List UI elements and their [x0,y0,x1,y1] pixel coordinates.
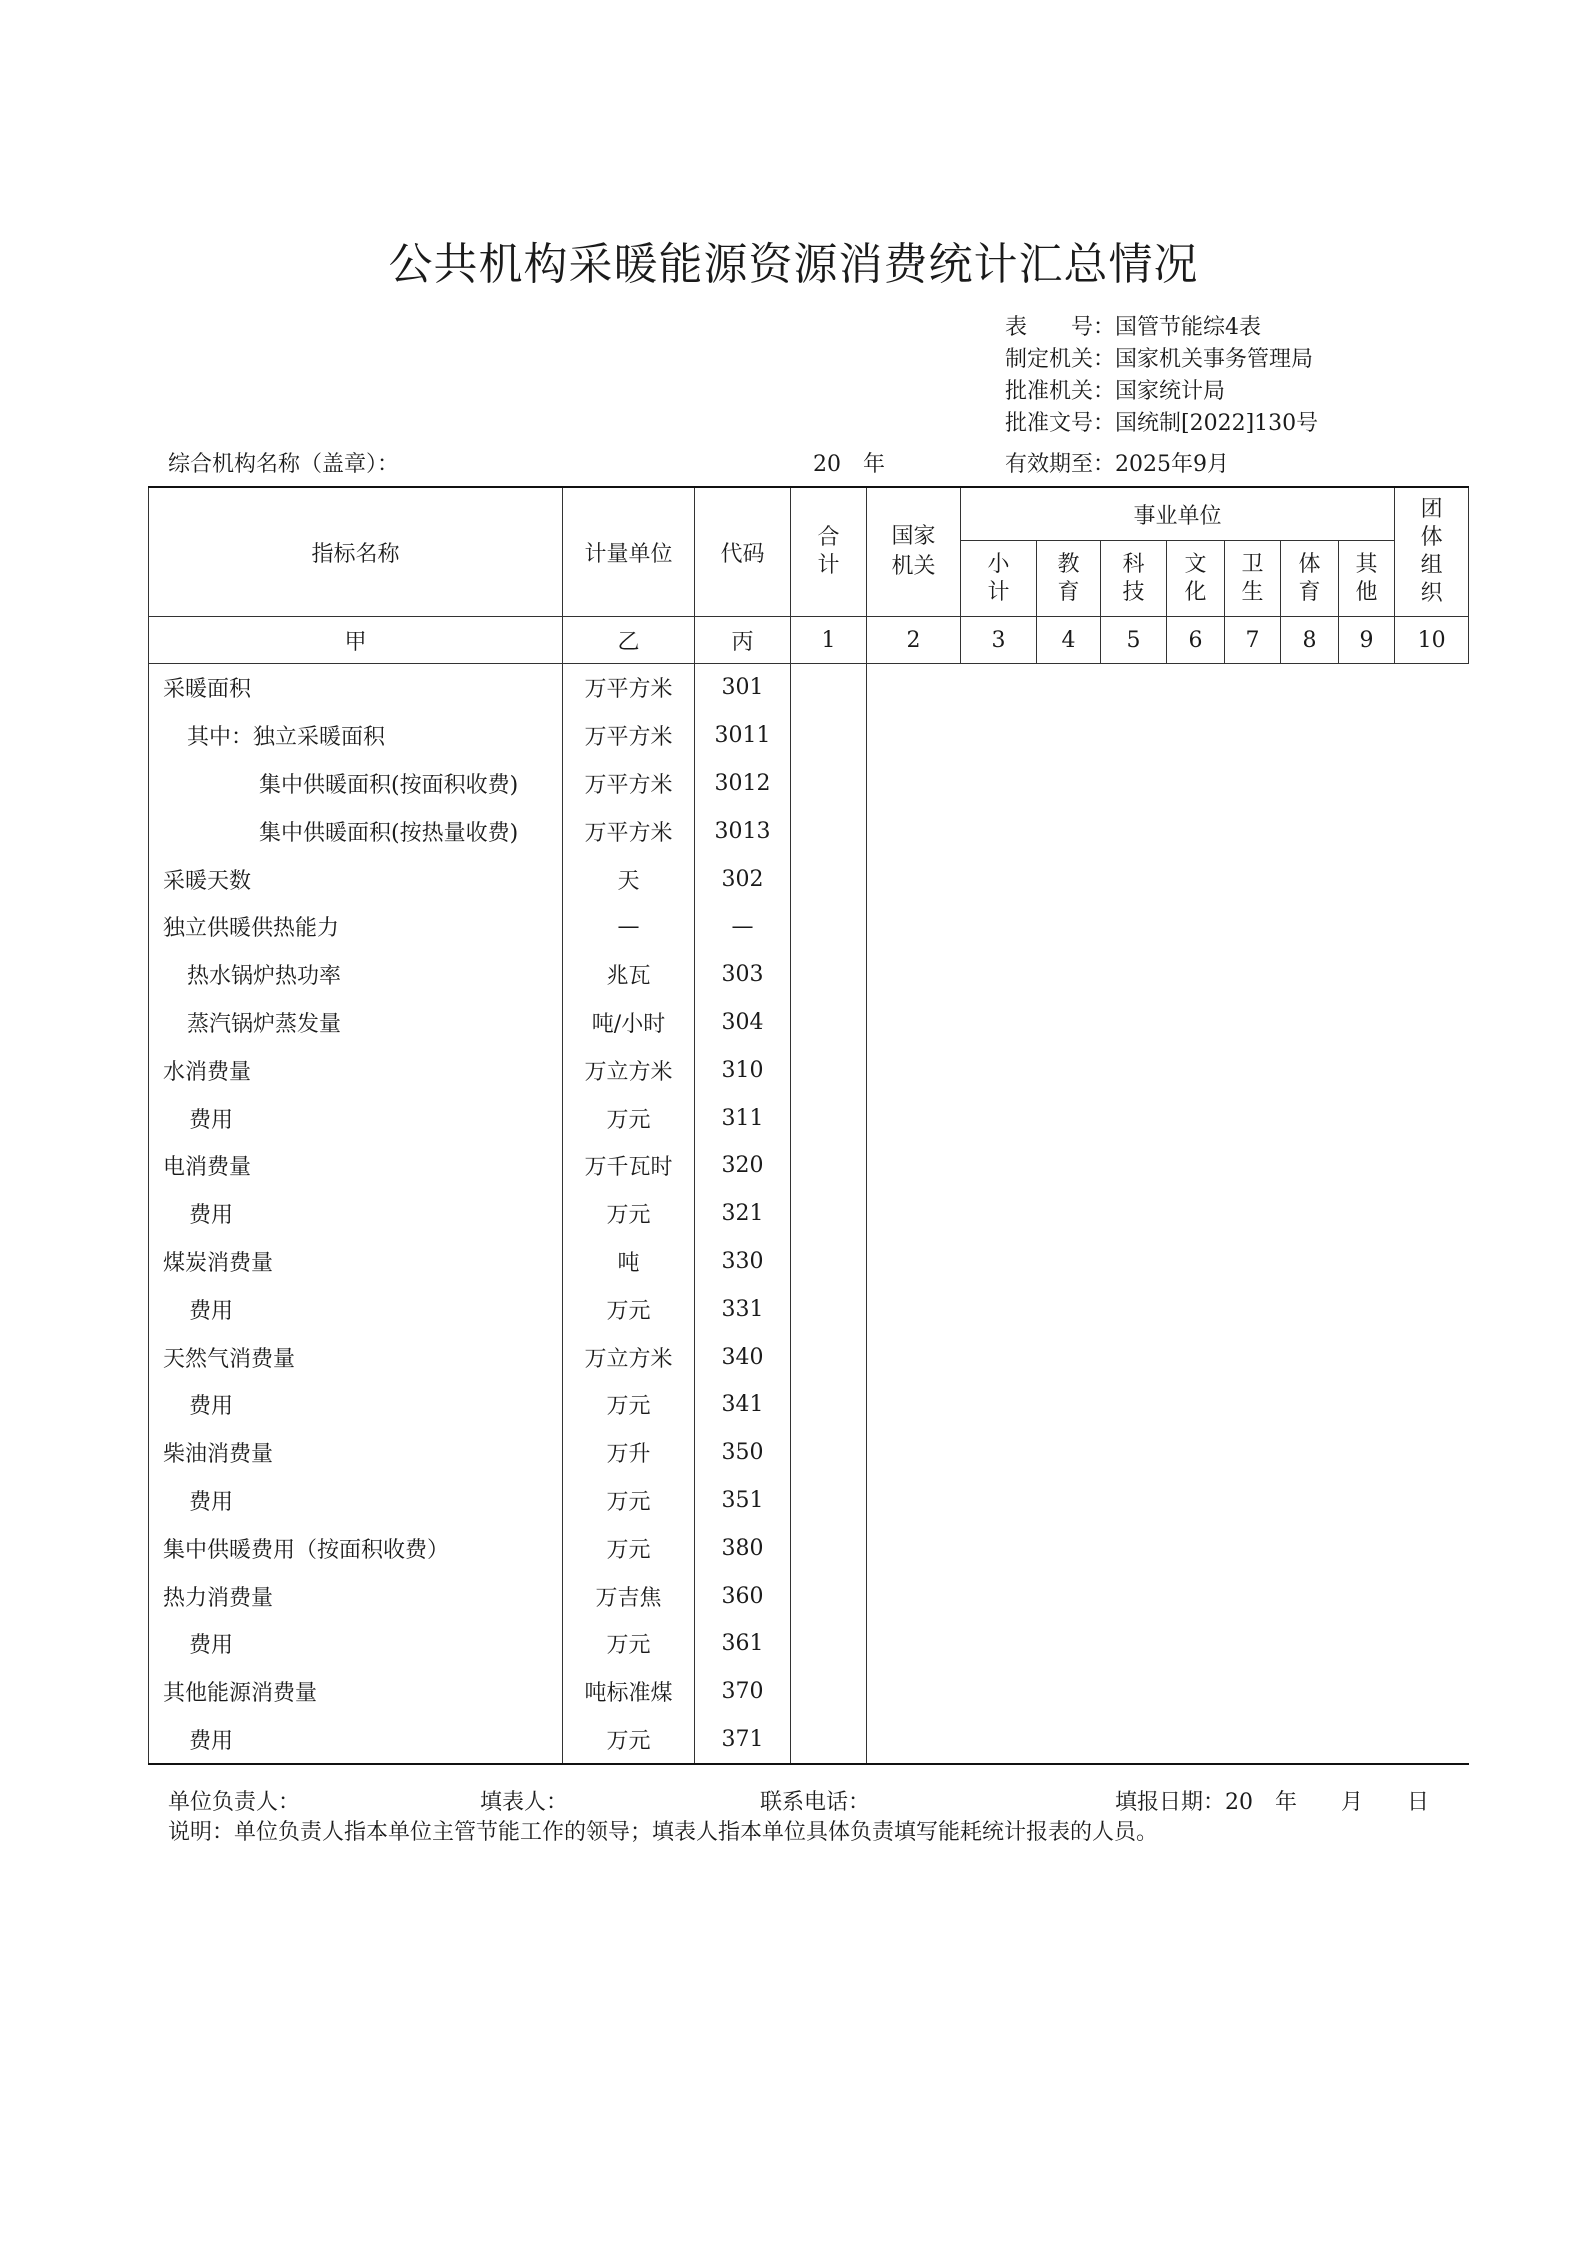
indicator-name: 热水锅炉热功率 [149,951,563,999]
table-number-row [1005,312,1318,344]
column-index-cell: 10 [1395,617,1469,664]
total-input-cell[interactable] [791,807,867,855]
table-body [149,664,1469,1765]
approver-value: 国家统计局 [1115,379,1226,404]
indicator-unit: 万元 [563,1620,695,1668]
total-input-cell[interactable] [791,903,867,951]
table-row [149,1716,1469,1765]
column-index-cell: 3 [961,617,1037,664]
table-row [149,1285,1469,1333]
indicator-name: 蒸汽锅炉蒸发量 [149,999,563,1047]
indicator-unit: 万元 [563,1716,695,1765]
column-index-cell: 9 [1339,617,1395,664]
value-input-area[interactable] [867,951,1469,999]
table-row [149,999,1469,1047]
column-index-cell: 乙 [563,617,695,664]
indicator-name: 集中供暖面积(按面积收费) [149,760,563,808]
indicator-code: 310 [695,1046,791,1094]
table-row [149,903,1469,951]
column-index-cell: 1 [791,617,867,664]
column-index-cell: 4 [1037,617,1101,664]
table-row [149,1190,1469,1238]
header-sub-col: 其他 [1339,541,1395,617]
table-row [149,1094,1469,1142]
value-input-area[interactable] [867,1238,1469,1286]
total-input-cell[interactable] [791,1238,867,1286]
total-input-cell[interactable] [791,1524,867,1572]
total-input-cell[interactable] [791,1046,867,1094]
table-row [149,712,1469,760]
indicator-name: 水消费量 [149,1046,563,1094]
indicator-code: 371 [695,1716,791,1765]
value-input-area[interactable] [867,1333,1469,1381]
approval-doc-value: 国统制[2022]130号 [1115,411,1319,436]
table-row [149,807,1469,855]
indicator-unit: 万元 [563,1285,695,1333]
indicator-name: 费用 [149,1094,563,1142]
indicator-code: — [695,903,791,951]
indicator-code: 350 [695,1429,791,1477]
indicator-code: 331 [695,1285,791,1333]
statistics-table [148,486,1469,1765]
approval-doc-label: 批准文号： [1005,411,1116,436]
column-index-cell: 甲 [149,617,563,664]
value-input-area[interactable] [867,903,1469,951]
indicator-code: 370 [695,1668,791,1716]
total-input-cell[interactable] [791,1429,867,1477]
indicator-unit: 万平方米 [563,807,695,855]
footer-filler-label: 填表人： [480,1790,569,1815]
indicator-unit: 吨 [563,1238,695,1286]
total-input-cell[interactable] [791,1477,867,1525]
table-number-label: 表 号： [1005,315,1116,340]
table-number-value: 国管节能综4表 [1115,315,1262,340]
approver-label: 批准机关： [1005,379,1116,404]
indicator-code: 361 [695,1620,791,1668]
indicator-name: 电消费量 [149,1142,563,1190]
indicator-unit: 万升 [563,1429,695,1477]
indicator-unit: 万吉焦 [563,1572,695,1620]
total-input-cell[interactable] [791,760,867,808]
header-sub-col: 体育 [1281,541,1339,617]
indicator-name: 天然气消费量 [149,1333,563,1381]
column-index-cell: 6 [1167,617,1225,664]
table-row [149,1620,1469,1668]
table-row [149,664,1469,712]
index-row [149,617,1469,664]
indicator-code: 351 [695,1477,791,1525]
column-index-cell: 7 [1225,617,1281,664]
indicator-code: 321 [695,1190,791,1238]
validity-label: 有效期至： [1005,452,1116,477]
indicator-unit: 万立方米 [563,1333,695,1381]
form-metadata [1005,312,1318,440]
value-input-area[interactable] [867,1668,1469,1716]
value-input-area[interactable] [867,1620,1469,1668]
total-input-cell[interactable] [791,712,867,760]
indicator-name: 集中供暖面积(按热量收费) [149,807,563,855]
total-input-cell[interactable] [791,1142,867,1190]
footer-phone-label: 联系电话： [760,1790,871,1815]
header-sub-col: 文化 [1167,541,1225,617]
indicator-unit: 兆瓦 [563,951,695,999]
indicator-name: 热力消费量 [149,1572,563,1620]
value-input-area[interactable] [867,1381,1469,1429]
table-row [149,951,1469,999]
indicator-name: 费用 [149,1190,563,1238]
header-sub-col: 科技 [1101,541,1167,617]
value-input-area[interactable] [867,855,1469,903]
total-input-cell[interactable] [791,1668,867,1716]
header-sub-col: 教育 [1037,541,1101,617]
indicator-unit: 万元 [563,1190,695,1238]
header-code: 代码 [695,487,791,617]
indicator-unit: 万平方米 [563,664,695,712]
total-input-cell[interactable] [791,1285,867,1333]
indicator-code: 302 [695,855,791,903]
indicator-name: 费用 [149,1381,563,1429]
header-indicator-name: 指标名称 [149,487,563,617]
header-sub-col: 小计 [961,541,1037,617]
value-input-area[interactable] [867,1285,1469,1333]
column-index-cell: 5 [1101,617,1167,664]
column-index-cell: 丙 [695,617,791,664]
indicator-code: 3012 [695,760,791,808]
header-gov-agency: 国家机关 [867,487,961,617]
indicator-code: 330 [695,1238,791,1286]
indicator-unit: 万元 [563,1524,695,1572]
total-input-cell[interactable] [791,1572,867,1620]
table-row [149,1572,1469,1620]
authority-row [1005,344,1318,376]
total-input-cell[interactable] [791,855,867,903]
header-unit: 计量单位 [563,487,695,617]
value-input-area[interactable] [867,1524,1469,1572]
total-input-cell[interactable] [791,1620,867,1668]
indicator-unit: 万元 [563,1381,695,1429]
indicator-name: 柴油消费量 [149,1429,563,1477]
indicator-code: 3013 [695,807,791,855]
indicator-name: 其中：独立采暖面积 [149,712,563,760]
total-input-cell[interactable] [791,1381,867,1429]
footer-date-label: 填报日期：20 年 月 日 [1115,1790,1429,1815]
total-input-cell[interactable] [791,664,867,712]
table-row [149,1524,1469,1572]
indicator-name: 集中供暖费用（按面积收费） [149,1524,563,1572]
total-input-cell[interactable] [791,1094,867,1142]
indicator-code: 311 [695,1094,791,1142]
table-row [149,1381,1469,1429]
value-input-area[interactable] [867,760,1469,808]
footer-note: 说明：单位负责人指本单位主管节能工作的领导；填表人指本单位具体负责填写能耗统计报表的人员。 [168,1820,1159,1845]
value-input-area[interactable] [867,1142,1469,1190]
indicator-unit: 万元 [563,1094,695,1142]
indicator-unit: 万立方米 [563,1046,695,1094]
table-row [149,1142,1469,1190]
column-index-cell: 8 [1281,617,1339,664]
indicator-name: 其他能源消费量 [149,1668,563,1716]
validity-value: 2025年9月 [1115,452,1230,477]
indicator-code: 301 [695,664,791,712]
value-input-area[interactable] [867,1572,1469,1620]
indicator-name: 采暖天数 [149,855,563,903]
table-row [149,1477,1469,1525]
value-input-area[interactable] [867,1716,1469,1765]
header-public-institution: 事业单位 [961,487,1395,541]
indicator-unit: 万千瓦时 [563,1142,695,1190]
total-input-cell[interactable] [791,1716,867,1765]
indicator-name: 费用 [149,1620,563,1668]
indicator-code: 3011 [695,712,791,760]
total-input-cell[interactable] [791,999,867,1047]
table-row [149,1238,1469,1286]
org-name-label: 综合机构名称（盖章）： [168,452,400,477]
indicator-unit: 万元 [563,1477,695,1525]
total-input-cell[interactable] [791,1190,867,1238]
authority-value: 国家机关事务管理局 [1115,347,1314,372]
header-social-org: 团体组织 [1395,487,1469,617]
indicator-code: 360 [695,1572,791,1620]
value-input-area[interactable] [867,1429,1469,1477]
indicator-code: 303 [695,951,791,999]
indicator-unit: 万平方米 [563,760,695,808]
header-sub-col: 卫生 [1225,541,1281,617]
table-row [149,1333,1469,1381]
indicator-unit: 天 [563,855,695,903]
indicator-code: 320 [695,1142,791,1190]
indicator-name: 独立供暖供热能力 [149,903,563,951]
value-input-area[interactable] [867,712,1469,760]
indicator-unit: 万平方米 [563,712,695,760]
report-year: 20 年 [813,452,885,477]
table-row [149,1046,1469,1094]
authority-label: 制定机关： [1005,347,1116,372]
table-row [149,1668,1469,1716]
header-total: 合计 [791,487,867,617]
indicator-name: 采暖面积 [149,664,563,712]
value-input-area[interactable] [867,999,1469,1047]
total-input-cell[interactable] [791,951,867,999]
indicator-name: 费用 [149,1716,563,1765]
indicator-name: 煤炭消费量 [149,1238,563,1286]
indicator-name: 费用 [149,1285,563,1333]
table-row [149,855,1469,903]
table-row [149,760,1469,808]
approver-row [1005,376,1318,408]
indicator-unit: — [563,903,695,951]
column-index-cell: 2 [867,617,961,664]
total-input-cell[interactable] [791,1333,867,1381]
table-row [149,1429,1469,1477]
indicator-code: 380 [695,1524,791,1572]
indicator-code: 340 [695,1333,791,1381]
value-input-area[interactable] [867,807,1469,855]
validity-row [1005,447,1229,478]
indicator-unit: 吨/小时 [563,999,695,1047]
indicator-unit: 吨标准煤 [563,1668,695,1716]
value-input-area[interactable] [867,1477,1469,1525]
page-title: 公共机构采暖能源资源消费统计汇总情况 [388,239,1199,290]
value-input-area[interactable] [867,664,1469,712]
indicator-code: 341 [695,1381,791,1429]
indicator-name: 费用 [149,1477,563,1525]
footer-responsible-label: 单位负责人： [168,1790,301,1815]
approval-doc-row [1005,408,1318,440]
value-input-area[interactable] [867,1190,1469,1238]
indicator-code: 304 [695,999,791,1047]
value-input-area[interactable] [867,1046,1469,1094]
value-input-area[interactable] [867,1094,1469,1142]
